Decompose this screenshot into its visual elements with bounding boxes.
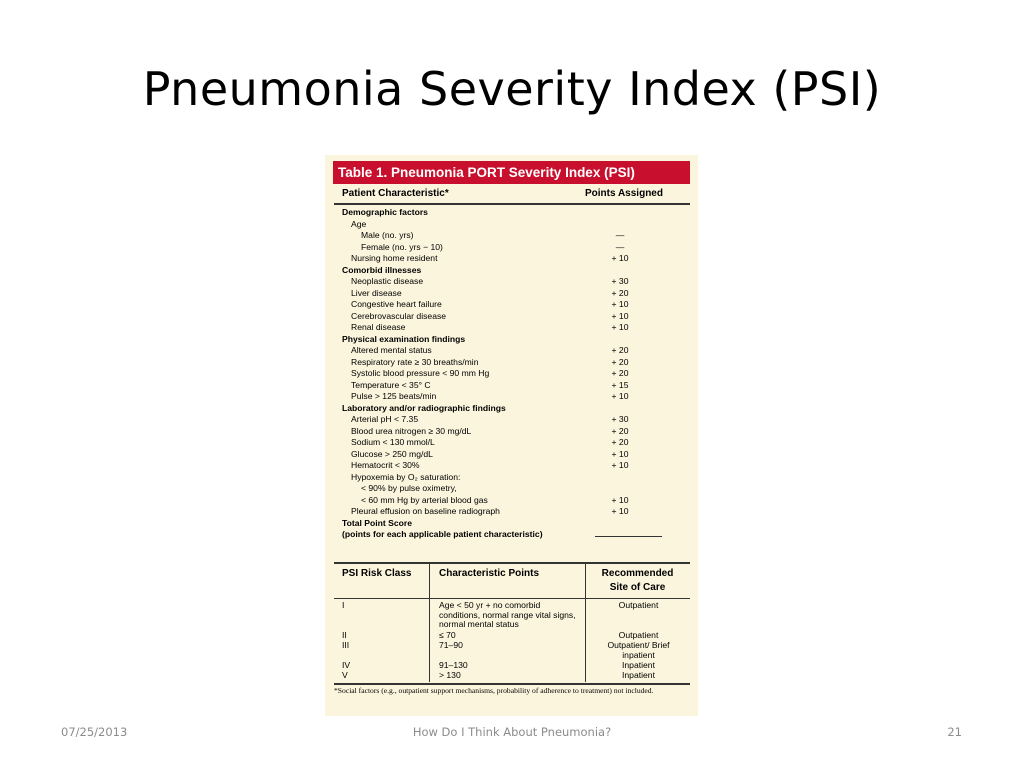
points-value: + 20 [611,368,629,378]
risk-header-class: PSI Risk Class [342,568,412,579]
header-rule [334,203,690,205]
psi-table-image [325,155,698,716]
risk-points: 71–90 [439,640,463,650]
points-value: + 20 [611,425,629,436]
characteristic-label: < 60 mm Hg by arterial blood gas [361,494,488,505]
points-value: + 20 [611,356,629,367]
risk-points: Age < 50 yr + no comorbid conditions, normal range vital signs, normal mental status [439,600,576,630]
characteristic-label: Systolic blood pressure < 90 mm Hg [351,368,490,378]
characteristic-label: Liver disease [351,287,402,298]
risk-care: Inpatient [622,660,655,670]
points-value: + 10 [611,322,629,332]
characteristic-label: Neoplastic disease [351,276,424,286]
risk-class: IV [342,660,351,670]
points-value: + 15 [611,379,629,390]
risk-care: Inpatient [622,670,655,680]
points-value: + 10 [611,448,629,459]
points-value: + 10 [611,506,629,516]
section-heading: Total Point Score [342,517,413,528]
points-value: + 20 [611,437,629,447]
risk-divider-2 [585,562,586,682]
points-value: + 30 [611,276,629,286]
points-value: + 10 [611,460,629,470]
section-heading: Demographic factors [342,207,428,217]
points-value: — [615,230,625,240]
risk-header-care-line2: Site of Care [609,582,666,593]
characteristic-label: Glucose > 250 mg/dL [351,448,433,459]
characteristic-label: Altered mental status [351,345,432,355]
characteristic-label: Nursing home resident [351,253,438,263]
points-value: — [615,241,625,252]
risk-class: V [342,670,348,680]
risk-header-care-line1: Recommended [601,568,674,579]
section-heading: Laboratory and/or radiographic findings [342,402,506,413]
characteristic-label: Respiratory rate ≥ 30 breaths/min [351,356,479,367]
table-title: Table 1. Pneumonia PORT Severity Index (PSI) [333,161,690,184]
footer-date: 07/25/2013 [61,725,128,739]
characteristic-label: Male (no. yrs) [361,230,414,240]
column-header-points: Points Assigned [585,188,663,199]
points-value: + 10 [611,299,629,309]
total-rule [595,536,662,537]
points-value: + 20 [611,287,629,298]
risk-care: Outpatient [618,630,659,640]
characteristic-label: Sodium < 130 mmol/L [351,437,435,447]
characteristic-label: Hypoxemia by O₂ saturation: [351,471,461,482]
characteristic-label: Female (no. yrs − 10) [361,241,443,252]
characteristic-label: Renal disease [351,322,406,332]
risk-points: ≤ 70 [439,630,456,640]
risk-care: Outpatient/ Brief inpatient [607,640,670,660]
column-header-characteristic: Patient Characteristic* [342,188,449,199]
characteristic-label: Blood urea nitrogen ≥ 30 mg/dL [351,425,472,436]
risk-header-rule [334,598,690,599]
risk-top-rule [334,562,690,564]
risk-class: III [342,640,350,650]
risk-divider-1 [429,562,430,682]
section-heading: Comorbid illnesses [342,264,422,275]
points-value: + 10 [611,494,629,505]
footer-title: How Do I Think About Pneumonia? [412,725,612,739]
characteristic-label: Hematocrit < 30% [351,460,420,470]
points-value: + 30 [611,414,629,424]
characteristic-label: Arterial pH < 7.35 [351,414,419,424]
characteristic-label: Pleural effusion on baseline radiograph [351,506,500,516]
points-value: + 20 [611,345,629,355]
points-value: + 10 [611,391,629,401]
characteristic-label: Congestive heart failure [351,299,442,309]
slide-title: Pneumonia Severity Index (PSI) [142,62,882,116]
points-value: + 10 [611,253,629,263]
characteristic-label: Cerebrovascular disease [351,310,447,321]
risk-points: 91–130 [439,660,468,670]
risk-bottom-rule [334,683,690,685]
risk-class: II [342,630,347,640]
table-footnote: *Social factors (e.g., outpatient support mechanisms, probability of adherence to treatment) not included. [334,686,654,695]
risk-class: I [342,600,345,610]
risk-care: Outpatient [618,600,659,610]
footer-page-number: 21 [947,725,962,739]
risk-points: > 130 [439,670,461,680]
risk-header-points: Characteristic Points [439,568,540,579]
section-heading: (points for each applicable patient characteristic) [342,529,543,539]
risk-header-care [585,567,690,595]
characteristic-label: Temperature < 35° C [351,379,431,390]
characteristic-label: Pulse > 125 beats/min [351,391,437,401]
characteristic-label: Age [351,218,367,229]
section-heading: Physical examination findings [342,333,466,344]
characteristic-label: < 90% by pulse oximetry, [361,483,457,493]
points-value: + 10 [611,310,629,321]
